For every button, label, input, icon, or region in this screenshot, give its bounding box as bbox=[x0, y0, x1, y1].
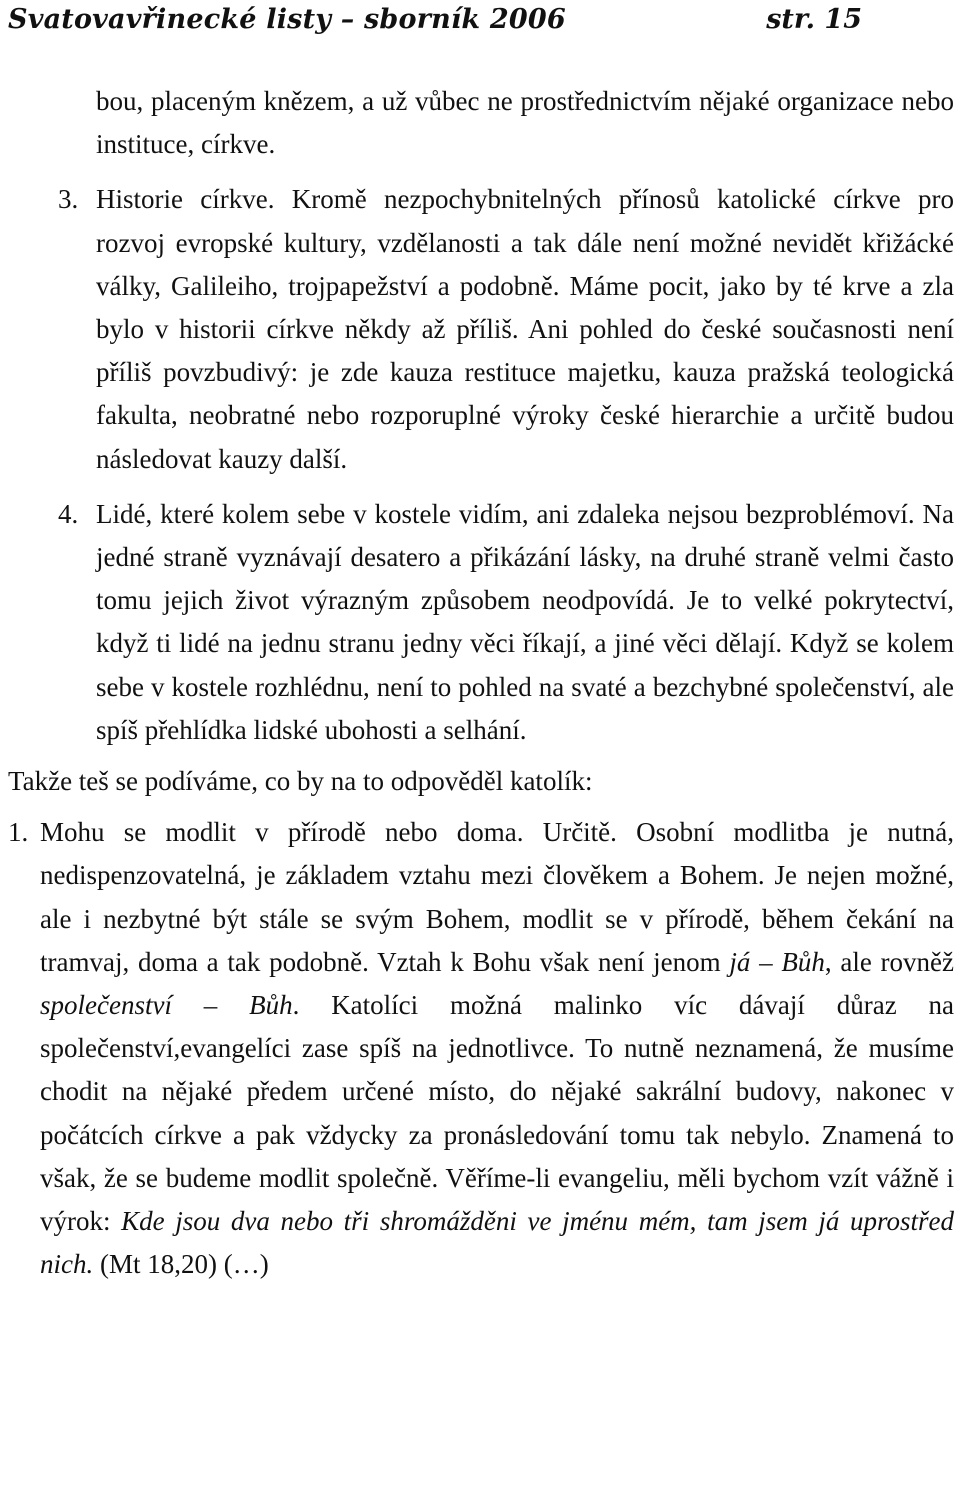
answer-text-b: , ale rovněž bbox=[824, 946, 954, 977]
intro-text: Takže teš se podíváme, co by na to odpověděl katolík: bbox=[8, 766, 593, 797]
bible-quote: Kde jsou dva nebo tři shromážděni ve jménu mém, tam jsem já uprostřed nich. bbox=[40, 1206, 954, 1280]
list-item-text: Lidé, které kolem sebe v kostele vidím, ani zdaleka nejsou bezproblémoví. Na jedné straně vyznávají desatero a přikázání lásky, na druhé straně velmi často tomu jejich život výrazným způsobem neodpovídá. Je to velké pokrytectví, když ti lidé na jednu stranu jedny věci říkají, a jiné věci dělají. Když se kolem sebe v kostele rozhlédnu, není to pohled na svaté a bezchybné společenství, ale spíš přehlídka lidské ubohosti a selhání. bbox=[96, 498, 954, 745]
list-number: 4. bbox=[58, 498, 79, 529]
answer-item-1 bbox=[0, 811, 960, 1286]
answer-text-c: . Katolíci možná malinko víc dávají důraz na společenství,evangelíci zase spíš na jednotlivce. To nutně neznamená, že musíme chodit na nějaké předem určené místo, do nějaké sakrální budovy, nakonec v počátcích církve a pak vždycky za pronásledování tomu tak nebylo. Znamená to však, že se budeme modlit společně. Věříme-li evangeliu, měli bychom vzít vážně i výrok: bbox=[40, 990, 954, 1237]
list-number: 1. bbox=[8, 817, 29, 848]
article-body bbox=[0, 80, 960, 1286]
list-item-text: Historie církve. Kromě nezpochybnitelných přínosů katolické církve pro rozvoj evropské kultury, vzdělanosti a tak dále není možné nevidět křižácké války, Galileiho, trojpapežství a podobně. Máme pocit, jako by té krve a zla bylo v historii církve někdy až příliš. Ani pohled do české současnosti není příliš povzbudivý: je zde kauza restituce majetku, kauza pražská teologická fakulta, neobratné nebo rozporuplné výroky české hierarchie a určitě budou následovat kauzy další. bbox=[96, 184, 954, 474]
answer-italic-a: já – Bůh bbox=[729, 946, 825, 977]
answer-text-a: Mohu se modlit v přírodě nebo doma. Určitě. Osobní modlitba je nutná, nedispenzovatelná, je základem vztahu mezi člověkem a Bohem. Je nejen možné, ale i nezbytné být stále se svým Bohem, modlit se v přírodě, během čekání na tramvaj, doma a tak podobně. Vztah k Bohu však není jenom bbox=[40, 817, 954, 977]
publication-title: Svatovavřinecké listy – sborník 2006 bbox=[8, 4, 566, 35]
answer-italic-b: společenství – Bůh bbox=[40, 990, 293, 1021]
list-item-3 bbox=[0, 178, 960, 480]
page-header bbox=[0, 0, 960, 50]
page-number: str. 15 bbox=[766, 4, 862, 35]
list-number: 3. bbox=[58, 184, 79, 215]
continuation-text: bou, placeným knězem, a už vůbec ne prostřednictvím nějaké organizace nebo instituce, církve. bbox=[96, 86, 954, 160]
continuation-paragraph bbox=[0, 80, 960, 166]
bible-reference: (Mt 18,20) (…) bbox=[93, 1249, 269, 1280]
list-item-4 bbox=[0, 493, 960, 752]
intro-paragraph bbox=[0, 760, 960, 803]
